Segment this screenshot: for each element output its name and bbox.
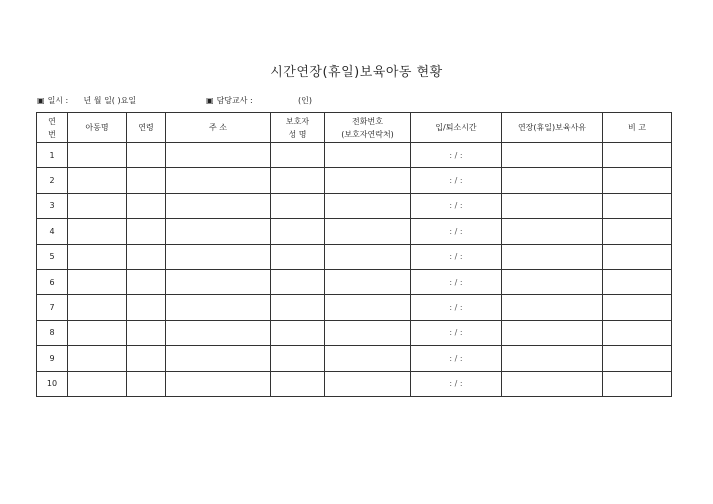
cell-in-out-time[interactable]: : / :: [411, 295, 502, 320]
table-row: [37, 143, 672, 168]
table-row: [37, 371, 672, 396]
cell-child-name[interactable]: [68, 320, 127, 345]
cell-remarks[interactable]: [603, 295, 672, 320]
cell-phone[interactable]: [325, 193, 411, 218]
date-fields: 년 월 일( )요일: [83, 96, 137, 105]
cell-address[interactable]: [166, 219, 271, 244]
row-number: 1: [37, 143, 68, 168]
header-address: 주 소: [166, 113, 271, 143]
roster-body: [37, 143, 672, 397]
cell-remarks[interactable]: [603, 193, 672, 218]
cell-in-out-time[interactable]: : / :: [411, 346, 502, 371]
cell-reason[interactable]: [502, 168, 603, 193]
cell-address[interactable]: [166, 193, 271, 218]
cell-age[interactable]: [127, 244, 166, 269]
cell-address[interactable]: [166, 371, 271, 396]
cell-phone[interactable]: [325, 143, 411, 168]
table-row: [37, 346, 672, 371]
cell-guardian-name[interactable]: [271, 320, 325, 345]
cell-guardian-name[interactable]: [271, 244, 325, 269]
row-number: 2: [37, 168, 68, 193]
cell-remarks[interactable]: [603, 168, 672, 193]
cell-address[interactable]: [166, 143, 271, 168]
cell-age[interactable]: [127, 371, 166, 396]
cell-address[interactable]: [166, 295, 271, 320]
cell-in-out-time[interactable]: : / :: [411, 320, 502, 345]
cell-guardian-name[interactable]: [271, 168, 325, 193]
cell-in-out-time[interactable]: : / :: [411, 143, 502, 168]
header-guardian-name: 보호자 성 명: [271, 113, 325, 143]
date-label: 일시 :: [47, 96, 69, 105]
cell-in-out-time[interactable]: : / :: [411, 193, 502, 218]
cell-child-name[interactable]: [68, 295, 127, 320]
cell-age[interactable]: [127, 269, 166, 294]
row-number: 3: [37, 193, 68, 218]
row-number: 4: [37, 219, 68, 244]
cell-reason[interactable]: [502, 244, 603, 269]
cell-remarks[interactable]: [603, 371, 672, 396]
cell-guardian-name[interactable]: [271, 143, 325, 168]
teacher-seal: (인): [298, 96, 312, 105]
cell-in-out-time[interactable]: : / :: [411, 269, 502, 294]
cell-remarks[interactable]: [603, 269, 672, 294]
cell-child-name[interactable]: [68, 244, 127, 269]
cell-age[interactable]: [127, 143, 166, 168]
cell-phone[interactable]: [325, 371, 411, 396]
row-number: 6: [37, 269, 68, 294]
cell-reason[interactable]: [502, 143, 603, 168]
row-number: 5: [37, 244, 68, 269]
date-info: [37, 95, 136, 106]
cell-guardian-name[interactable]: [271, 269, 325, 294]
header-child-name: 아동명: [68, 113, 127, 143]
cell-address[interactable]: [166, 244, 271, 269]
cell-in-out-time[interactable]: : / :: [411, 219, 502, 244]
header-age: 연령: [127, 113, 166, 143]
cell-remarks[interactable]: [603, 320, 672, 345]
cell-remarks[interactable]: [603, 143, 672, 168]
checkbox-marker-icon: ▣: [37, 96, 45, 105]
cell-child-name[interactable]: [68, 219, 127, 244]
row-number: 8: [37, 320, 68, 345]
cell-address[interactable]: [166, 269, 271, 294]
cell-child-name[interactable]: [68, 346, 127, 371]
cell-child-name[interactable]: [68, 269, 127, 294]
cell-child-name[interactable]: [68, 168, 127, 193]
table-row: [37, 295, 672, 320]
table-row: [37, 244, 672, 269]
cell-age[interactable]: [127, 320, 166, 345]
cell-age[interactable]: [127, 346, 166, 371]
table-row: [37, 193, 672, 218]
cell-reason[interactable]: [502, 295, 603, 320]
cell-address[interactable]: [166, 320, 271, 345]
header-reason: 연장(휴일)보육사유: [502, 113, 603, 143]
row-number: 10: [37, 371, 68, 396]
cell-age[interactable]: [127, 219, 166, 244]
cell-reason[interactable]: [502, 219, 603, 244]
page-title: 시간연장(휴일)보육아동 현황: [270, 65, 443, 80]
cell-phone[interactable]: [325, 269, 411, 294]
cell-child-name[interactable]: [68, 193, 127, 218]
cell-in-out-time[interactable]: : / :: [411, 168, 502, 193]
cell-reason[interactable]: [502, 346, 603, 371]
cell-child-name[interactable]: [68, 143, 127, 168]
teacher-info: [206, 95, 253, 106]
cell-phone[interactable]: [325, 346, 411, 371]
table-row: [37, 168, 672, 193]
table-row: [37, 219, 672, 244]
cell-phone[interactable]: [325, 219, 411, 244]
cell-in-out-time[interactable]: : / :: [411, 371, 502, 396]
table-row: [37, 320, 672, 345]
cell-remarks[interactable]: [603, 346, 672, 371]
cell-address[interactable]: [166, 346, 271, 371]
header-remarks: 비 고: [603, 113, 672, 143]
cell-reason[interactable]: [502, 193, 603, 218]
cell-remarks[interactable]: [603, 219, 672, 244]
cell-reason[interactable]: [502, 371, 603, 396]
child-roster-table: [36, 112, 672, 397]
cell-guardian-name[interactable]: [271, 295, 325, 320]
cell-guardian-name[interactable]: [271, 371, 325, 396]
row-number: 7: [37, 295, 68, 320]
cell-phone[interactable]: [325, 244, 411, 269]
header-phone: 전화번호 (보호자연락처): [325, 113, 411, 143]
table-row: [37, 269, 672, 294]
cell-in-out-time[interactable]: : / :: [411, 244, 502, 269]
cell-guardian-name[interactable]: [271, 346, 325, 371]
header-row: [37, 113, 672, 143]
header-no: 연 번: [37, 113, 68, 143]
cell-reason[interactable]: [502, 269, 603, 294]
cell-reason[interactable]: [502, 320, 603, 345]
cell-guardian-name[interactable]: [271, 193, 325, 218]
cell-age[interactable]: [127, 193, 166, 218]
cell-guardian-name[interactable]: [271, 219, 325, 244]
cell-phone[interactable]: [325, 320, 411, 345]
cell-phone[interactable]: [325, 295, 411, 320]
cell-age[interactable]: [127, 295, 166, 320]
cell-phone[interactable]: [325, 168, 411, 193]
cell-age[interactable]: [127, 168, 166, 193]
row-number: 9: [37, 346, 68, 371]
cell-address[interactable]: [166, 168, 271, 193]
cell-child-name[interactable]: [68, 371, 127, 396]
checkbox-marker-icon: ▣: [206, 96, 214, 105]
header-in-out-time: 입/퇴소시간: [411, 113, 502, 143]
teacher-label: 담당교사 :: [216, 96, 253, 105]
cell-remarks[interactable]: [603, 244, 672, 269]
